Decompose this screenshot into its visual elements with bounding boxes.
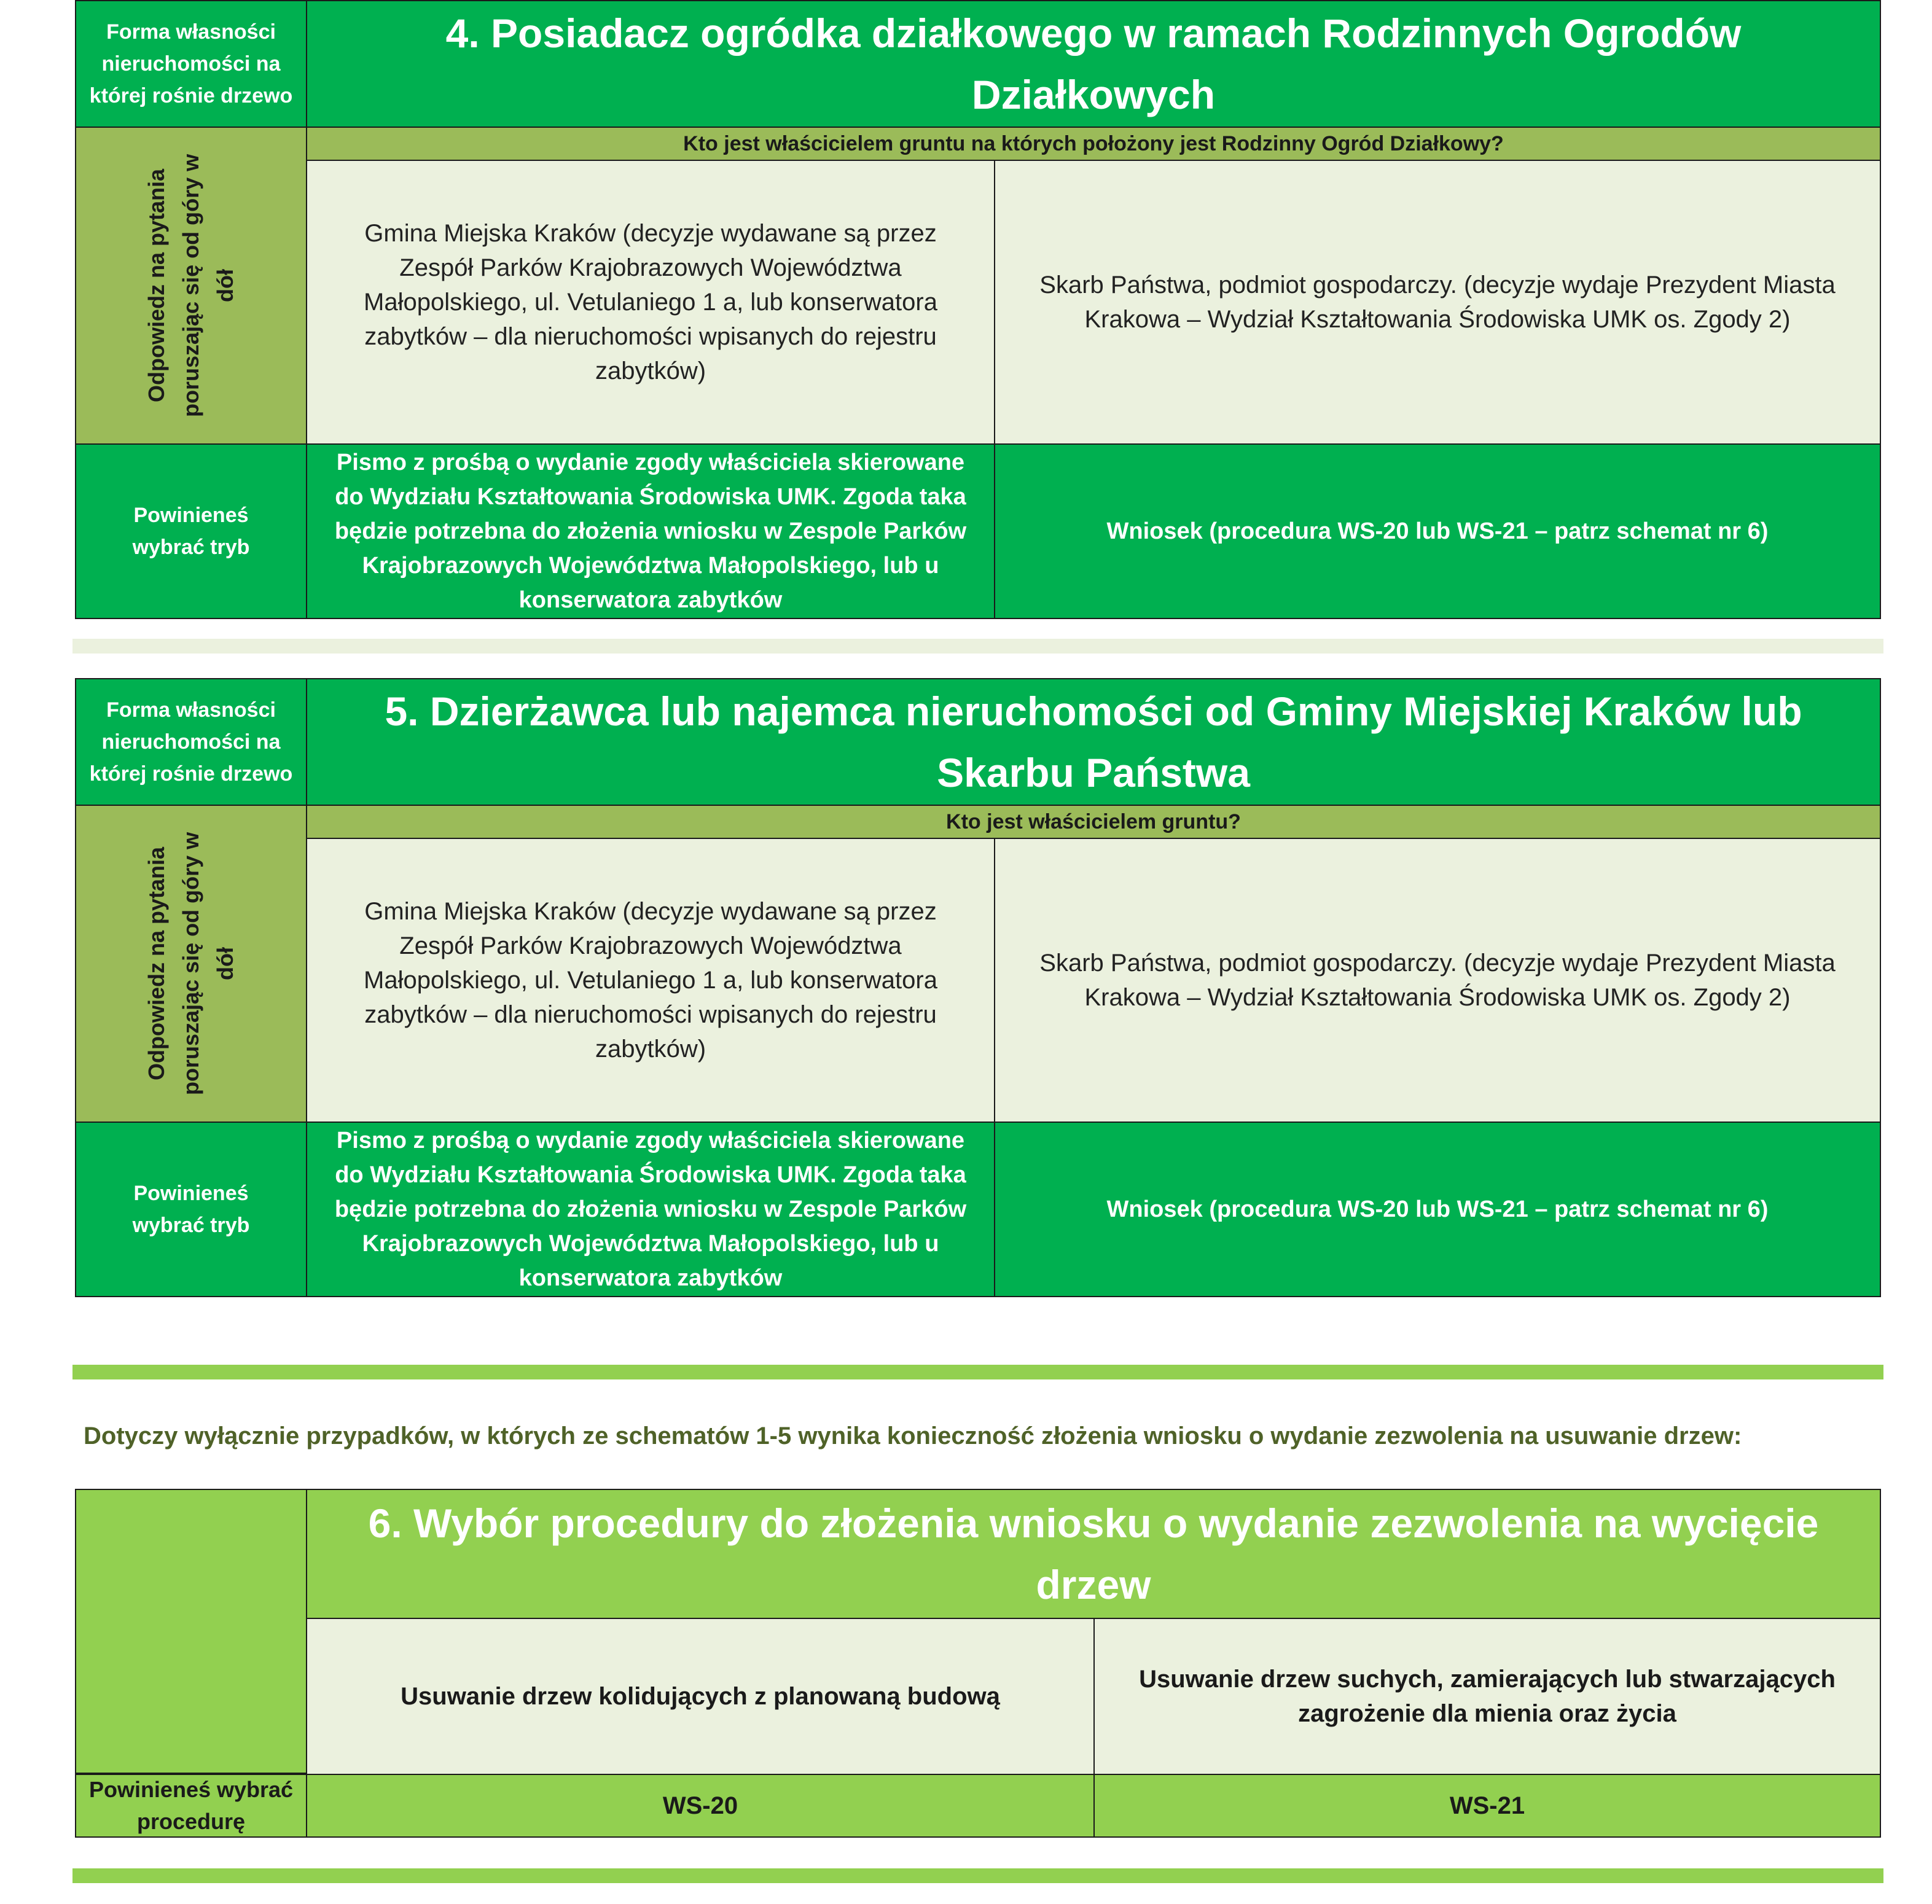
ownership-question: Kto jest właścicielem gruntu na których położony jest Rodzinny Ogród Działkowy? bbox=[683, 132, 1504, 155]
ownership-label-cell bbox=[75, 0, 307, 128]
procedure-ws21-cell bbox=[1093, 1774, 1881, 1838]
separator-bar bbox=[72, 1365, 1883, 1379]
mode-application: Wniosek (procedura WS-20 lub WS-21 – patrz schemat nr 6) bbox=[1106, 518, 1769, 544]
section-6-title: 6. Wybór procedury do złożenia wniosku o wydanie zezwolenia na wycięcie drzew bbox=[368, 1500, 1819, 1607]
ownership-question-cell bbox=[306, 127, 1881, 161]
side-label-cell bbox=[75, 127, 307, 445]
option-construction-cell bbox=[306, 1618, 1095, 1775]
mode-label: Powinieneś wybrać tryb bbox=[132, 504, 250, 559]
side-label-cell bbox=[75, 805, 307, 1123]
mode-application-cell bbox=[994, 443, 1881, 619]
mode-application: Wniosek (procedura WS-20 lub WS-21 – patrz schemat nr 6) bbox=[1106, 1196, 1769, 1222]
mode-label-cell bbox=[75, 443, 307, 619]
side-label: Odpowiedz na pytania poruszając się od góry w dół bbox=[144, 154, 238, 418]
mode-letter-cell bbox=[306, 1122, 995, 1297]
mode-letter-cell bbox=[306, 443, 995, 619]
procedure-ws20: WS-20 bbox=[662, 1792, 738, 1819]
answer-gmina: Gmina Miejska Kraków (decyzje wydawane są przez Zespół Parków Krajobrazowych Województwa Małopolskiego, ul. Vetulaniego 1 a, lub konserwatora zabytków – dla nieruchomości wpisanych do rejestru zabytków) bbox=[364, 898, 937, 1063]
mode-label-cell bbox=[75, 1122, 307, 1297]
answer-skarb-cell bbox=[994, 160, 1881, 445]
procedure-label-cell bbox=[75, 1774, 307, 1838]
separator-bar bbox=[72, 1868, 1883, 1883]
answer-skarb: Skarb Państwa, podmiot gospodarczy. (decyzje wydaje Prezydent Miasta Krakowa – Wydział Kształtowania Środowiska UMK os. Zgody 2) bbox=[1039, 271, 1836, 333]
answer-skarb: Skarb Państwa, podmiot gospodarczy. (decyzje wydaje Prezydent Miasta Krakowa – Wydział Kształtowania Środowiska UMK os. Zgody 2) bbox=[1039, 950, 1836, 1011]
mode-label: Powinieneś wybrać tryb bbox=[132, 1182, 250, 1237]
section-5-title-cell bbox=[306, 678, 1881, 806]
ownership-question-cell bbox=[306, 805, 1881, 839]
answer-gmina-cell bbox=[306, 838, 995, 1123]
ownership-label-cell bbox=[75, 678, 307, 806]
empty-label-cell bbox=[75, 1489, 307, 1774]
option-construction: Usuwanie drzew kolidujących z planowaną budową bbox=[401, 1683, 1000, 1710]
option-dead-trees: Usuwanie drzew suchych, zamierających lub stwarzających zagrożenie dla mienia oraz życia bbox=[1139, 1666, 1836, 1727]
answer-gmina-cell bbox=[306, 160, 995, 445]
procedure-label: Powinieneś wybrać procedurę bbox=[88, 1777, 294, 1834]
mode-application-cell bbox=[994, 1122, 1881, 1297]
section-5-title: 5. Dzierżawca lub najemca nieruchomości od Gminy Miejskiej Kraków lub Skarbu Państwa bbox=[385, 689, 1802, 795]
separator-bar bbox=[72, 639, 1883, 654]
section-4-title: 4. Posiadacz ogródka działkowego w ramach Rodzinnych Ogrodów Działkowych bbox=[445, 10, 1742, 117]
ownership-question: Kto jest właścicielem gruntu? bbox=[946, 810, 1241, 833]
mode-letter: Pismo z prośbą o wydanie zgody właściciela skierowane do Wydziału Kształtowania Środowiska UMK. Zgoda taka będzie potrzebna do złożenia wniosku w Zespole Parków Krajobrazowych Województwa Małopolskiego, lub u konserwatora zabytków bbox=[334, 450, 967, 613]
ownership-label: Forma własności nieruchomości na której rośnie drzewo bbox=[89, 698, 293, 786]
answer-gmina: Gmina Miejska Kraków (decyzje wydawane są przez Zespół Parków Krajobrazowych Województwa Małopolskiego, ul. Vetulaniego 1 a, lub konserwatora zabytków – dla nieruchomości wpisanych do rejestru zabytków) bbox=[364, 220, 937, 384]
procedure-ws21: WS-21 bbox=[1449, 1792, 1525, 1819]
mode-letter: Pismo z prośbą o wydanie zgody właściciela skierowane do Wydziału Kształtowania Środowiska UMK. Zgoda taka będzie potrzebna do złożenia wniosku w Zespole Parków Krajobrazowych Województwa Małopolskiego, lub u konserwatora zabytków bbox=[334, 1128, 967, 1291]
option-dead-trees-cell bbox=[1093, 1618, 1881, 1775]
note-text: Dotyczy wyłącznie przypadków, w których ze schematów 1-5 wynika konieczność złożenia wniosku o wydanie zezwolenia na usuwanie drzew: bbox=[84, 1422, 1742, 1449]
section-4-title-cell bbox=[306, 0, 1881, 128]
procedure-ws20-cell bbox=[306, 1774, 1095, 1838]
ownership-label: Forma własności nieruchomości na której rośnie drzewo bbox=[89, 20, 293, 107]
side-label: Odpowiedz na pytania poruszając się od góry w dół bbox=[144, 832, 238, 1096]
answer-skarb-cell bbox=[994, 838, 1881, 1123]
section-6-title-cell bbox=[306, 1489, 1881, 1619]
